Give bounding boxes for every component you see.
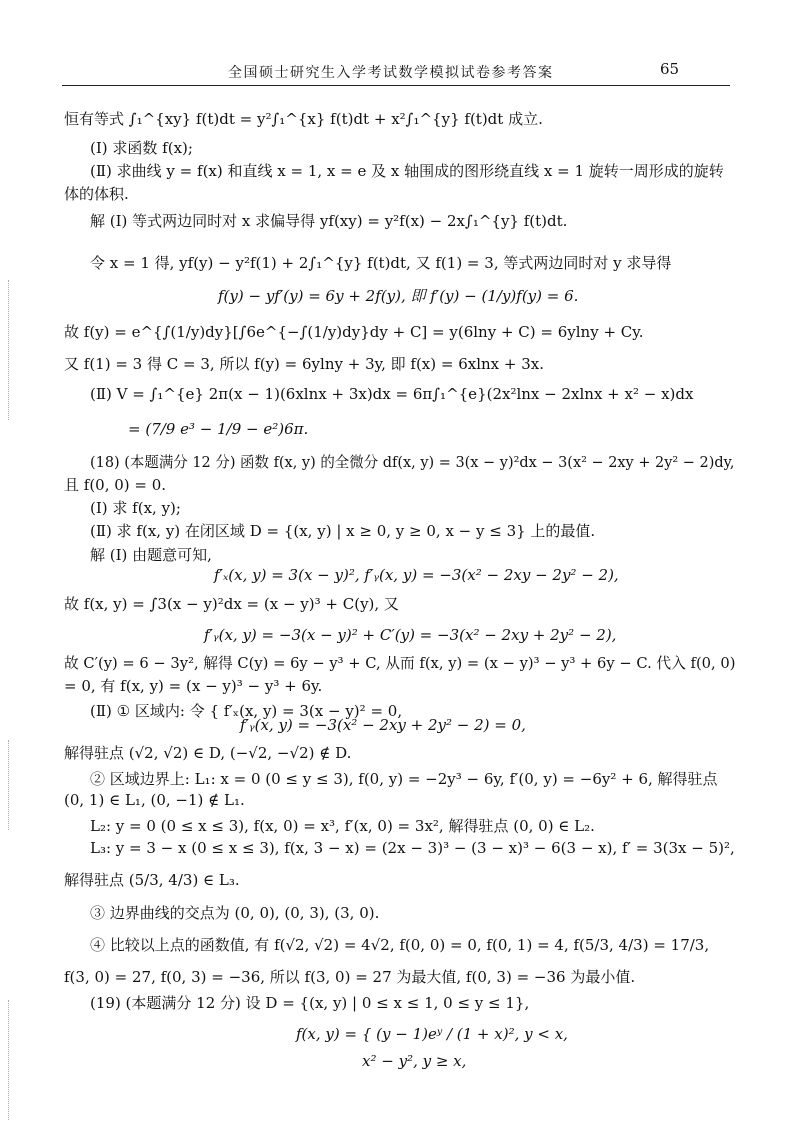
scan-edge-mark <box>8 1000 9 1120</box>
equation-line: f(x, y) = { (y − 1)eʸ / (1 + x)², y < x, <box>296 1025 568 1043</box>
scan-edge-mark <box>8 740 9 830</box>
text-line: = 0, 有 f(x, y) = (x − y)³ − y³ + 6y. <box>64 677 323 695</box>
page-number: 65 <box>660 60 680 78</box>
text-line: ② 区域边界上: L₁: x = 0 (0 ≤ y ≤ 3), f(0, y) = −2y³ − 6y, f′(0, y) = −6y² + 6, 解得驻点 <box>90 770 718 788</box>
text-line: (Ⅱ) 求 f(x, y) 在闭区域 D = {(x, y) | x ≥ 0, y ≥ 0, x − y ≤ 3} 上的最值. <box>90 522 596 540</box>
text-line: 解得驻点 (√2, √2) ∈ D, (−√2, −√2) ∉ D. <box>64 744 352 762</box>
text-line: L₂: y = 0 (0 ≤ x ≤ 3), f(x, 0) = x³, f′(x, 0) = 3x², 解得驻点 (0, 0) ∈ L₂. <box>90 817 595 835</box>
equation-line: f′ₓ(x, y) = 3(x − y)², f′ᵧ(x, y) = −3(x² − 2xy − 2y² − 2), <box>214 566 619 584</box>
text-line: f(3, 0) = 27, f(0, 3) = −36, 所以 f(3, 0) = 27 为最大值, f(0, 3) = −36 为最小值. <box>64 968 636 986</box>
text-line: 解 (Ⅰ) 由题意可知, <box>90 546 212 564</box>
text-line: L₃: y = 3 − x (0 ≤ x ≤ 3), f(x, 3 − x) = (2x − 3)³ − (3 − x)³ − 6(3 − x), f′ = 3(3x − 5)², <box>90 839 735 857</box>
text-line: 且 f(0, 0) = 0. <box>64 476 167 494</box>
text-line: 解 (Ⅰ) 等式两边同时对 x 求偏导得 yf(xy) = y²f(x) − 2x∫₁^{y} f(t)dt. <box>90 212 568 230</box>
text-line: 故 C′(y) = 6 − 3y², 解得 C(y) = 6y − y³ + C, 从而 f(x, y) = (x − y)³ − y³ + 6y − C. 代入 f(0, 0) <box>64 654 736 672</box>
equation-line: f′ᵧ(x, y) = −3(x − y)² + C′(y) = −3(x² − 2xy + 2y² − 2), <box>204 626 617 644</box>
text-line: 故 f(y) = e^{∫(1/y)dy}[∫6e^{−∫(1/y)dy}dy + C] = y(6lny + C) = 6ylny + Cy. <box>64 323 644 341</box>
text-line: 解得驻点 (5/3, 4/3) ∈ L₃. <box>64 871 240 889</box>
text-line: 又 f(1) = 3 得 C = 3, 所以 f(y) = 6ylny + 3y, 即 f(x) = 6xlnx + 3x. <box>64 355 545 373</box>
text-line: 令 x = 1 得, yf(y) − y²f(1) + 2∫₁^{y} f(t)dt, 又 f(1) = 3, 等式两边同时对 y 求导得 <box>90 254 672 272</box>
text-line: ④ 比较以上点的函数值, 有 f(√2, √2) = 4√2, f(0, 0) = 0, f(0, 1) = 4, f(5/3, 4/3) = 17/3, <box>90 936 710 954</box>
equation-line: f(y) − yf′(y) = 6y + 2f(y), 即 f′(y) − (1/y)f(y) = 6. <box>218 287 579 305</box>
text-line: (18) (本题满分 12 分) 函数 f(x, y) 的全微分 df(x, y) = 3(x − y)²dx − 3(x² − 2xy + 2y² − 2)dy, <box>90 453 735 471</box>
equation-line: = (7/9 e³ − 1/9 − e²)6π. <box>128 420 309 438</box>
running-title: 全国硕士研究生入学考试数学模拟试卷参考答案 <box>228 65 554 81</box>
equation-line: f′ᵧ(x, y) = −3(x² − 2xy + 2y² − 2) = 0, <box>240 716 526 734</box>
text-line: (19) (本题满分 12 分) 设 D = {(x, y) | 0 ≤ x ≤ 1, 0 ≤ y ≤ 1}, <box>90 994 530 1012</box>
text-line: (Ⅱ) V = ∫₁^{e} 2π(x − 1)(6xlnx + 3x)dx = 6π∫₁^{e}(2x²lnx − 2xlnx + x² − x)dx <box>90 385 694 403</box>
equation-line: x² − y², y ≥ x, <box>362 1052 467 1070</box>
text-line: ③ 边界曲线的交点为 (0, 0), (0, 3), (3, 0). <box>90 904 380 922</box>
text-line: (Ⅰ) 求函数 f(x); <box>90 139 193 157</box>
text-line: 体的体积. <box>64 185 129 203</box>
header-rule <box>62 85 730 86</box>
scan-edge-mark <box>8 280 9 420</box>
text-line: 恒有等式 ∫₁^{xy} f(t)dt = y²∫₁^{x} f(t)dt + x²∫₁^{y} f(t)dt 成立. <box>64 110 543 128</box>
text-line: (Ⅱ) ① 区域内: 令 { f′ₓ(x, y) = 3(x − y)² = 0, <box>90 702 403 720</box>
text-line: 故 f(x, y) = ∫3(x − y)²dx = (x − y)³ + C(y), 又 <box>64 595 399 613</box>
text-line: (Ⅰ) 求 f(x, y); <box>90 499 181 517</box>
text-line: (Ⅱ) 求曲线 y = f(x) 和直线 x = 1, x = e 及 x 轴围成的图形绕直线 x = 1 旋转一周形成的旋转 <box>90 162 724 180</box>
text-line: (0, 1) ∈ L₁, (0, −1) ∉ L₁. <box>64 791 245 809</box>
